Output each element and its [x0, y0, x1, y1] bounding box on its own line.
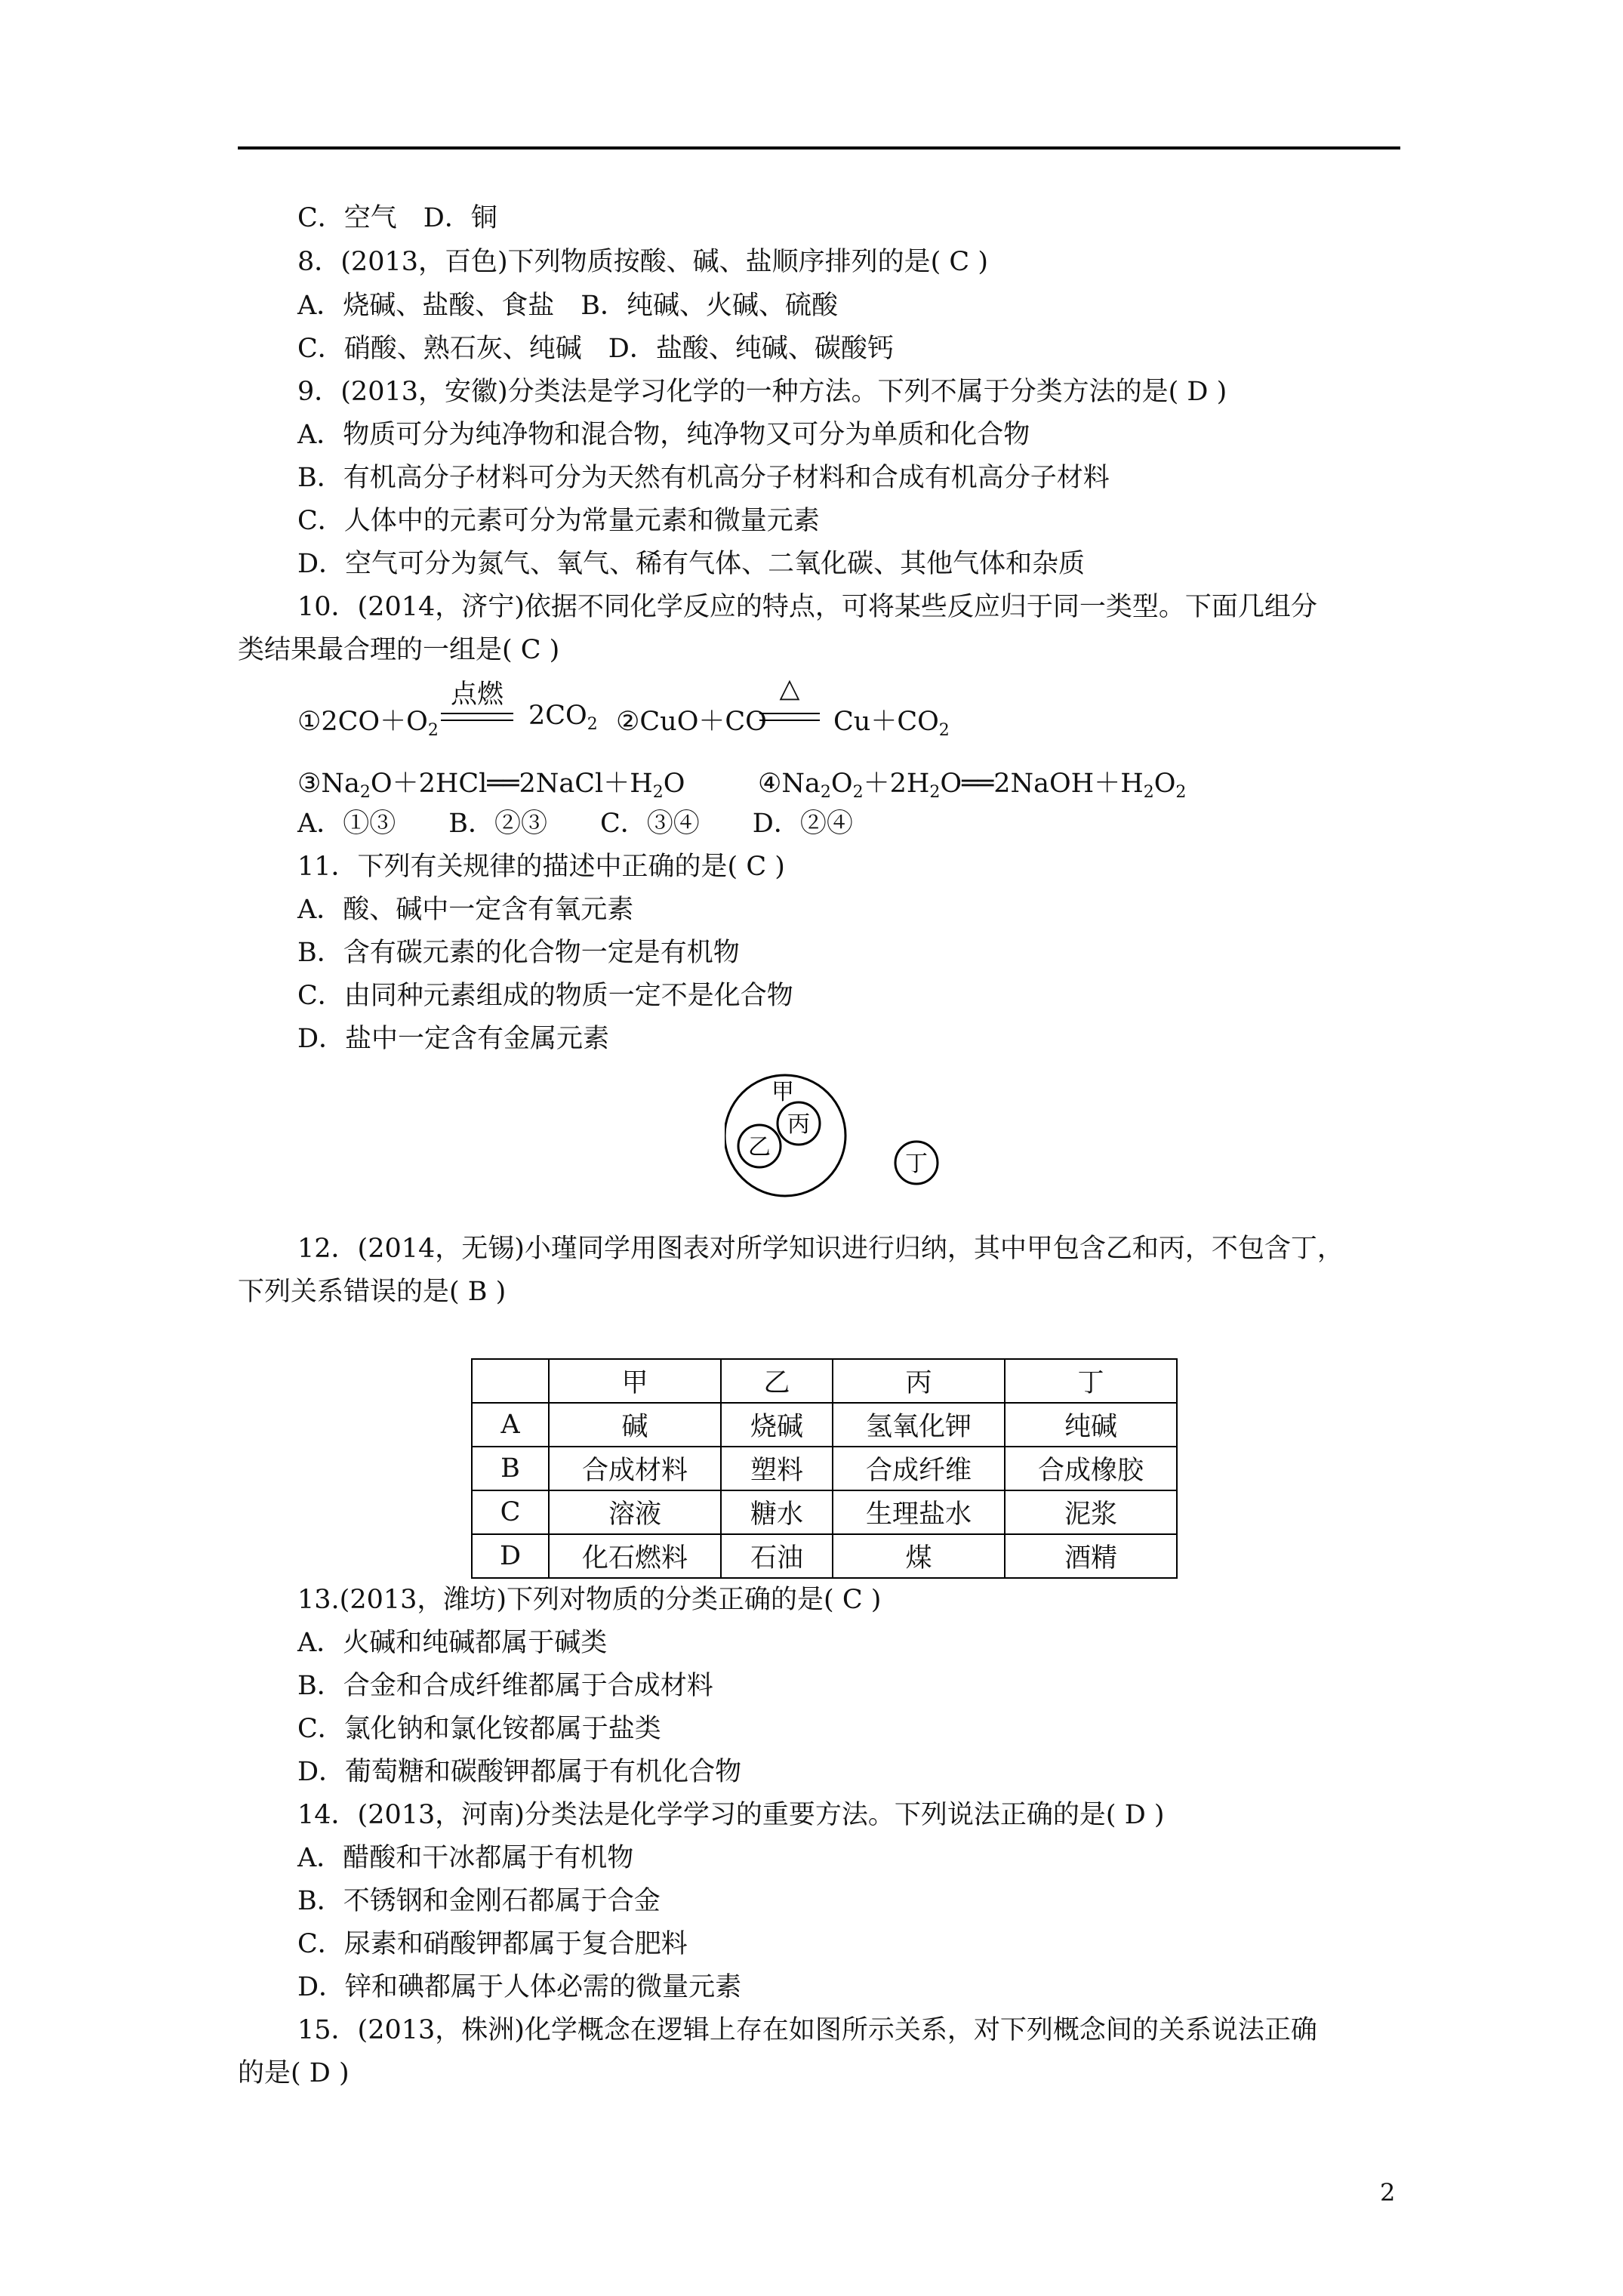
table-cell: 溶液 — [549, 1490, 721, 1534]
q10-options: A．①③ B．②③ C．③④ D．②④ — [297, 809, 853, 839]
label-ding: 丁 — [905, 1151, 928, 1177]
question-10-line1: 10．(2014，济宁)依据不同化学反应的特点，可将某些反应归于同一类型。下面几组分 — [297, 592, 1317, 622]
q13-option-b: B．合金和合成纤维都属于合成材料 — [297, 1671, 713, 1701]
label-bing: 丙 — [787, 1111, 810, 1138]
table-header-row — [472, 1359, 1177, 1403]
table-cell: 合成纤维 — [833, 1447, 1005, 1490]
table-row — [472, 1534, 1177, 1578]
table-cell: 塑料 — [721, 1447, 833, 1490]
q14-option-b: B．不锈钢和金刚石都属于合金 — [297, 1886, 661, 1916]
question-12-line1: 12．(2014，无锡)小瑾同学用图表对所学知识进行归纳，其中甲包含乙和丙，不包含丁， — [297, 1234, 1344, 1264]
table-cell: 煤 — [833, 1534, 1005, 1578]
q14-option-d: D．锌和碘都属于人体必需的微量元素 — [297, 1972, 742, 2002]
table-row — [472, 1447, 1177, 1490]
q11-option-b: B．含有碳元素的化合物一定是有机物 — [297, 938, 740, 968]
label-jia: 甲 — [771, 1079, 794, 1105]
table-cell: B — [472, 1447, 549, 1490]
q8-options-ab: A．烧碱、盐酸、食盐 B．纯碱、火碱、硫酸 — [297, 291, 838, 321]
q11-option-c: C．由同种元素组成的物质一定不是化合物 — [297, 981, 793, 1011]
table-cell: A — [472, 1403, 549, 1447]
equation-1-product: $2CO_2$ — [528, 701, 598, 734]
equation-2-bar-top — [759, 713, 820, 714]
equation-1-bar-bottom — [441, 720, 513, 721]
q9-option-d: D．空气可分为氮气、氧气、稀有气体、二氧化碳、其他气体和杂质 — [297, 549, 1086, 579]
q11-option-d: D．盐中一定含有金属元素 — [297, 1024, 610, 1054]
table-cell: C — [472, 1490, 549, 1534]
equation-2-product: $Cu+CO_2$ — [833, 707, 950, 740]
q9-option-b: B．有机高分子材料可分为天然有机高分子材料和合成有机高分子材料 — [297, 463, 1110, 493]
equation-4: $④Na_2O_2+2H_2O══2NaOH+H_2O_2$ — [758, 769, 1187, 802]
page-number: 2 — [1380, 2178, 1396, 2207]
question-8: 8．(2013，百色)下列物质按酸、碱、盐顺序排列的是( C ) — [297, 247, 988, 277]
table-cell: 石油 — [721, 1534, 833, 1578]
question-12-line2: 下列关系错误的是( B ) — [238, 1277, 507, 1307]
venn-diagram — [725, 1057, 951, 1208]
q13-option-d: D．葡萄糖和碳酸钾都属于有机化合物 — [297, 1757, 742, 1787]
question-15-line2: 的是( D ) — [238, 2058, 350, 2088]
q13-option-a: A．火碱和纯碱都属于碱类 — [297, 1628, 608, 1658]
table-cell: 纯碱 — [1005, 1403, 1177, 1447]
table-header-cell: 甲 — [549, 1359, 721, 1403]
question-14: 14．(2013，河南)分类法是化学学习的重要方法。下列说法正确的是( D ) — [297, 1800, 1165, 1830]
equation-2: ②CuO＋CO — [616, 707, 767, 737]
equation-1-bar-top — [441, 713, 513, 714]
table-cell: 合成橡胶 — [1005, 1447, 1177, 1490]
question-11: 11．下列有关规律的描述中正确的是( C ) — [297, 852, 785, 882]
table-cell: 氢氧化钾 — [833, 1403, 1005, 1447]
q7-options-cd: C．空气 D．铜 — [297, 203, 497, 233]
table-cell: 泥浆 — [1005, 1490, 1177, 1534]
table-header-cell — [472, 1359, 549, 1403]
table-cell: 酒精 — [1005, 1534, 1177, 1578]
q14-option-c: C．尿素和硝酸钾都属于复合肥料 — [297, 1929, 688, 1959]
equation-1-condition: 点燃 — [450, 680, 504, 710]
table-cell: 糖水 — [721, 1490, 833, 1534]
q11-option-a: A．酸、碱中一定含有氧元素 — [297, 895, 634, 925]
equation-3: $③Na_2O+2HCl══2NaCl+H_2O$ — [297, 769, 685, 802]
q9-option-a: A．物质可分为纯净物和混合物，纯净物又可分为单质和化合物 — [297, 420, 1030, 450]
q9-option-c: C．人体中的元素可分为常量元素和微量元素 — [297, 506, 820, 536]
table-cell: 合成材料 — [549, 1447, 721, 1490]
table-cell: 生理盐水 — [833, 1490, 1005, 1534]
table-row — [472, 1403, 1177, 1447]
question-9: 9．(2013，安徽)分类法是学习化学的一种方法。下列不属于分类方法的是( D ) — [297, 377, 1227, 407]
q8-options-cd: C．硝酸、熟石灰、纯碱 D．盐酸、纯碱、碳酸钙 — [297, 334, 894, 364]
table-header-cell: 丙 — [833, 1359, 1005, 1403]
table-header-cell: 丁 — [1005, 1359, 1177, 1403]
table-row — [472, 1490, 1177, 1534]
table-cell: D — [472, 1534, 549, 1578]
q14-option-a: A．醋酸和干冰都属于有机物 — [297, 1843, 634, 1873]
table-header-cell: 乙 — [721, 1359, 833, 1403]
equation-1: $①2CO+O_2$ — [297, 707, 439, 740]
equation-2-condition: △ — [779, 673, 800, 704]
question-10-line2: 类结果最合理的一组是( C ) — [238, 635, 560, 665]
question-15-line1: 15．(2013，株洲)化学概念在逻辑上存在如图所示关系，对下列概念间的关系说法正确 — [297, 2015, 1317, 2045]
header-rule — [238, 146, 1400, 149]
q13-option-c: C．氯化钠和氯化铵都属于盐类 — [297, 1714, 661, 1744]
table-cell: 化石燃料 — [549, 1534, 721, 1578]
equation-2-bar-bottom — [759, 720, 820, 721]
question-13: 13.(2013，潍坊)下列对物质的分类正确的是( C ) — [297, 1585, 882, 1615]
table-cell: 碱 — [549, 1403, 721, 1447]
classification-table — [471, 1358, 1178, 1579]
table-cell: 烧碱 — [721, 1403, 833, 1447]
label-yi: 乙 — [748, 1134, 771, 1160]
